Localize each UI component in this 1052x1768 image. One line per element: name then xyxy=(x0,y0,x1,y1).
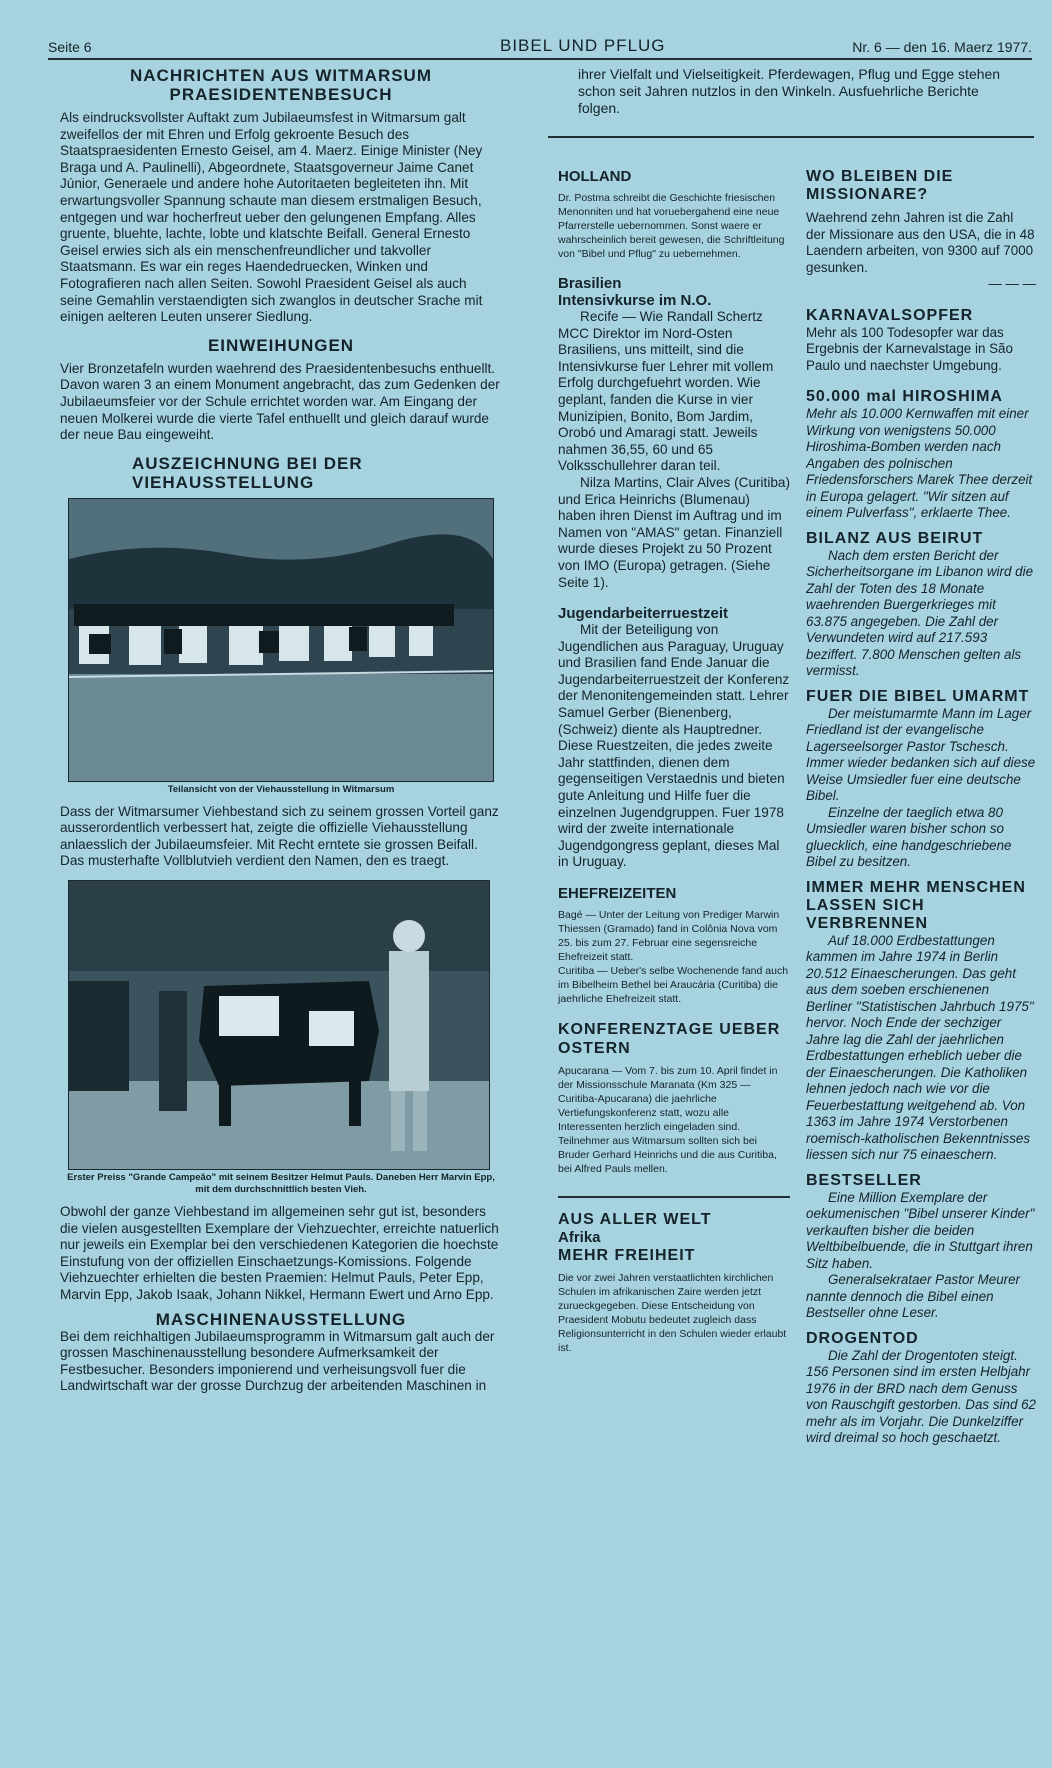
article-text: Bagé — Unter der Leitung von Prediger Marwin Thiessen (Gramado) fand in Colônia Nova vom 25. bis zum 27. Februar eine segensreiche Ehefreizeit statt. xyxy=(558,909,780,963)
subheading: MASCHINENAUSSTELLUNG xyxy=(155,1309,407,1329)
article-text: Bei dem reichhaltigen Jubilaeumsprogramm in Witmarsum galt auch der grossen Maschinenausstellung besondere Aufmerksamkeit der Festbesucher. Besonders imponierend und verheisungsvoll fuer die Landwirtschaft war der grosse Durchzug der arbeitenden Maschinen in xyxy=(60,1328,495,1394)
photo-cattle-line xyxy=(68,498,494,782)
subheading: EINWEIHUNGEN xyxy=(207,335,355,355)
photo-caption: Erster Preiss "Grande Campeão" mit seinem Besitzer Helmut Pauls. Daneben Herr Marvin Epp, mit dem durchschnittlich besten Vieh. xyxy=(67,1172,495,1196)
article-text: Die vor zwei Jahren verstaatlichten kirchlichen Schulen im afrikanischen Zaire werden jetzt zurueckgegeben. Diese Entscheidung von Praesident Mobutu bedeutet zugleich dass Religionsunterricht in den Schulen wieder erlaubt ist. xyxy=(558,1272,787,1354)
subheading: 50.000 mal HIROSHIMA xyxy=(806,388,1003,405)
article-text: Der meistumarmte Mann im Lager Friedland ist der evangelische Lagerseelsorger Pastor Tschesch. Immer wieder bedanken sich auf diese Weise Umsiedler fuer eine deutsche Bibel. xyxy=(806,705,1036,803)
column-world xyxy=(806,160,1036,1670)
article-text: Recife — Wie Randall Schertz MCC Direktor im Nord-Osten Brasiliens, uns mitteilt, sind die Intensivkurse fuer Lehrer mit vollem Erfolg durchgefuehrt worden. Wie geplant, fanden die Kurse in vier Munizipien, Bonito, Bom Jardim, Orobó und Amaragi statt. Jeweils nahmen 36,55, 60 und 65 Volksschullehrer daran teil. xyxy=(558,309,774,474)
article-text: Eine Million Exemplare der oekumenischen "Bibel unserer Kinder" verkauften bisher die beiden Weltbibelbuende, die in Stuttgart ihren Sitz haben. xyxy=(806,1189,1035,1271)
continuation-text xyxy=(578,66,1008,117)
page-header xyxy=(48,34,1032,60)
photo-champion-bull xyxy=(68,880,490,1170)
article-text: Mit der Beteiligung von Jugendlichen aus Paraguay, Uruguay und Brasilien fand Ende Januar die Jugendarbeiterruestzeit der Konferenz der Menonitengemeinden statt. Lehrer Samuel Gerber (Bienenberg, (Schweiz) diente als Hauptredner. Diese Ruestzeiten, die jedes zweite Jahr stattfinden, dienen dem gegenseitigen Verstaednis und bieten gute Anleitung und Hilfe fuer die einzelnen Jugendgruppen. Fuer 1978 wird der zweite internationale Jugendgongress geplant, dieses Mal in Uruguay. xyxy=(558,622,790,870)
article-text: Die Zahl der Drogentoten steigt. 156 Personen sind im ersten Helbjahr 1976 in der BRD nach dem Genuss von Rauschgift gestorben. Das sind 62 mehr als im Vorjahr. Die Dunkelziffer wird dreimal so hoch geschaetzt. xyxy=(806,1347,1036,1445)
masthead-title: BIBEL UND PFLUG xyxy=(500,36,666,55)
subheading: Afrika xyxy=(558,1229,601,1246)
subheading: AUS ALLER WELT xyxy=(558,1211,712,1228)
separator-dashes: — — — xyxy=(988,276,1036,291)
article-text: Vier Bronzetafeln wurden waehrend des Praesidentenbesuchs enthuellt. Davon waren 3 an einem Monument angebracht, das zum Gedenken der Jubilaeumsfeier vor der Schule errichtet worden war. Am Eingang der neuen Molkerei wurde die vierte Tafel enthuellt und gleich darauf wurde der neue Bau eingeweiht. xyxy=(60,360,500,443)
subheading: FUER DIE BIBEL UMARMT xyxy=(806,687,1030,705)
column-news xyxy=(558,168,790,1768)
subheading: Jugendarbeiterruestzeit xyxy=(558,605,729,623)
section-heading: NACHRICHTEN AUS WITMARSUM xyxy=(129,66,432,85)
page-number: Seite 6 xyxy=(48,39,92,55)
article-text: Mehr als 100 Todesopfer war das Ergebnis der Karnevalstage in São Paulo und naechster Umgebung. xyxy=(806,324,1013,373)
subheading: DROGENTOD xyxy=(806,1329,919,1347)
subheading: IMMER MEHR MENSCHEN LASSEN SICH VERBRENNEN xyxy=(806,878,1026,932)
subheading: MEHR FREIHEIT xyxy=(558,1247,696,1264)
subheading: PRAESIDENTENBESUCH xyxy=(169,85,393,104)
article-text: Generalsekrataer Pastor Meurer nannte dennoch die Bibel einen Bestseller ohne Leser. xyxy=(806,1272,1021,1320)
article-text: Apucarana — Vom 7. bis zum 10. April findet in der Missionsschule Maranata (Km 325 — Curitiba-Apucarana) die jaehrliche Vertiefungskonferenz statt, wozu alle Interessenten herzlich eingeladen sind. Teilnehmer aus Witmarsum sollten sich bei Bruder Gerhard Heinrichs und die aus Curitiba, bei Alfred Pauls mellen. xyxy=(558,1065,778,1175)
subheading: KONFERENZTAGE UEBER OSTERN xyxy=(558,1021,781,1057)
article-text: Mehr als 10.000 Kernwaffen mit einer Wirkung von wenigstens 50.000 Hiroshima-Bomben werden nach Angaben des polnischen Friedensforschers Marek Thee derzeit in Europa gelagert. "Wir sitzen auf einem Pulverfass", erklaerte Thee. xyxy=(806,406,1033,520)
article-text: Nach dem ersten Bericht der Sicherheitsorgane im Libanon wird die Zahl der Toten des 18 Monate waehrenden Buergerkrieges mit 63.875 angegeben. Die Zahl der Verwundeten wird auf 217.593 beziffert. 7.800 Menschen gelten als vermisst. xyxy=(806,547,1034,678)
article-text: Auf 18.000 Erdbestattungen kammen im Jahre 1974 in Berlin 20.512 Einaescherungen. Das geht aus dem soeben erschienenen Berliner "Statistischen Jahrbuch 1975" hervor. Noch Ende der sechziger Jahre lag die Zahl der jaehrlichen Erdbestattungen erheblich ueber die der Einaescherungen. Die Katholiken lehnen jedoch nach wie vor die Feuerbestattung weitgehend ab. Von 1363 im Jahre 1974 Verstorbenen roemisch-katholischen Bekenntnisses liessen sich nur 75 einaeschern. xyxy=(806,932,1034,1162)
divider-rule xyxy=(548,136,1034,138)
subheading: BESTSELLER xyxy=(806,1171,922,1189)
subheading: Brasilien xyxy=(558,275,622,292)
article-text: Dr. Postma schreibt die Geschichte friesischen Menonniten und hat voruebergahend eine neue Pfarrerstelle uebernommen. Sonst waere er wahrscheinlich bereit gewesen, die Schriftleitung von "Bibel und Pflug" zu uebernehmen. xyxy=(558,192,785,260)
article-text: Curitiba — Ueber's selbe Wochenende fand auch im Bibelheim Bethel bei Araucária (Curitiba) die jaehrliche Ehefreizeit statt. xyxy=(558,965,789,1005)
column-witmarsum xyxy=(60,66,502,1666)
subheading: BILANZ AUS BEIRUT xyxy=(806,529,984,547)
photo-caption: Teilansicht von der Viehausstellung in Witmarsum xyxy=(167,783,395,795)
issue-date: Nr. 6 — den 16. Maerz 1977. xyxy=(852,39,1032,55)
article-text: Waehrend zehn Jahren ist die Zahl der Missionare aus den USA, die in 48 Laendern arbeiten, von 9300 auf 7000 gesunken. xyxy=(806,210,1035,275)
article-text: Als eindrucksvollster Auftakt zum Jubilaeumsfest in Witmarsum galt zweifellos der mit Ehren und Erfolg gekroente Besuch des Staatspraesidenten Ernesto Geisel, am 4. Maerz. Einige Minister (Ney Braga und A. Paulinelli), Abgeordnete, Staatsgoverneur Jaime Canet Júnior, Generaele und andere hohe Autoritaeten begleiteten ihn. Mit erwartungsvoller Spannung schaute man diesem erstmaligen Besuch, entgegen und war hocherfreut ueber den gelungenen Empfang. Alles gruente, bluehte, lachte, lobte und klatschte Beifall. General Ernesto Geisel erwies sich als ein menschenfreundlicher und takvoller Staatsmann. Es war ein reges Haendedruecken, Winken und Fotografieren nach allen Seiten. Sowohl Praesident Geisel als auch seine Gemahlin verstaendigten sich zwanglos in deutscher Srache mit einigen aelteren Leuten unserer Siedlung. xyxy=(60,110,483,325)
subheading: KARNAVALSOPFER xyxy=(806,306,974,324)
divider-rule xyxy=(558,1196,790,1198)
subheading: WO BLEIBEN DIE MISSIONARE? xyxy=(806,168,954,203)
subheading: AUSZEICHNUNG BEI DER VIEHAUSSTELLUNG xyxy=(132,453,363,492)
subheading: HOLLAND xyxy=(558,168,632,185)
article-text: Obwohl der ganze Viehbestand im allgemeinen sehr gut ist, besonders die vielen ausgestellten Exemplare der Viehzuechter, erreichte natuerlich nur jeweils ein Exemplar bei den verschiedenen Kategorien die hoechste Einstufung von der offiziellen Einschaetzungs-Komissions. Folgende Viehzuechter erhielten die besten Praemien: Helmut Pauls, Peter Epp, Marvin Epp, Jakob Isaak, Johann Nikkel, Hermann Ewert und Arno Epp. xyxy=(60,1204,499,1303)
article-text: ihrer Vielfalt und Vielseitigkeit. Pferdewagen, Pflug und Egge stehen schon seit Jahren nutzlos in den Winkeln. Ausfuehrliche Berichte folgen. xyxy=(578,66,1001,116)
subheading: EHEFREIZEITEN xyxy=(558,885,677,902)
article-text: Einzelne der taeglich etwa 80 Umsiedler waren bisher schon so gluecklich, eine handgeschriebene Bibel zu besitzen. xyxy=(806,804,1012,869)
article-text: Nilza Martins, Clair Alves (Curitiba) und Erica Heinrichs (Blumenau) haben ihren Dienst im Auftrag und im Namen von "AMAS" getan. Finanziell wurde dieses Projekt zu 50 Prozent von IMO (Europa) getragen. (Siehe Seite 1). xyxy=(558,474,790,590)
article-text: Dass der Witmarsumer Viehbestand sich zu seinem grossen Vorteil ganz ausserordentlich verbessert hat, zeigte die offizielle Viehausstellung anlaesslich der Jubilaeumsfeier. Mit Recht erntete sie grossen Beifall. Das musterhafte Vollblutvieh verdient den Namen, den es traegt. xyxy=(60,803,499,869)
subheading: Intensivkurse im N.O. xyxy=(558,292,712,309)
